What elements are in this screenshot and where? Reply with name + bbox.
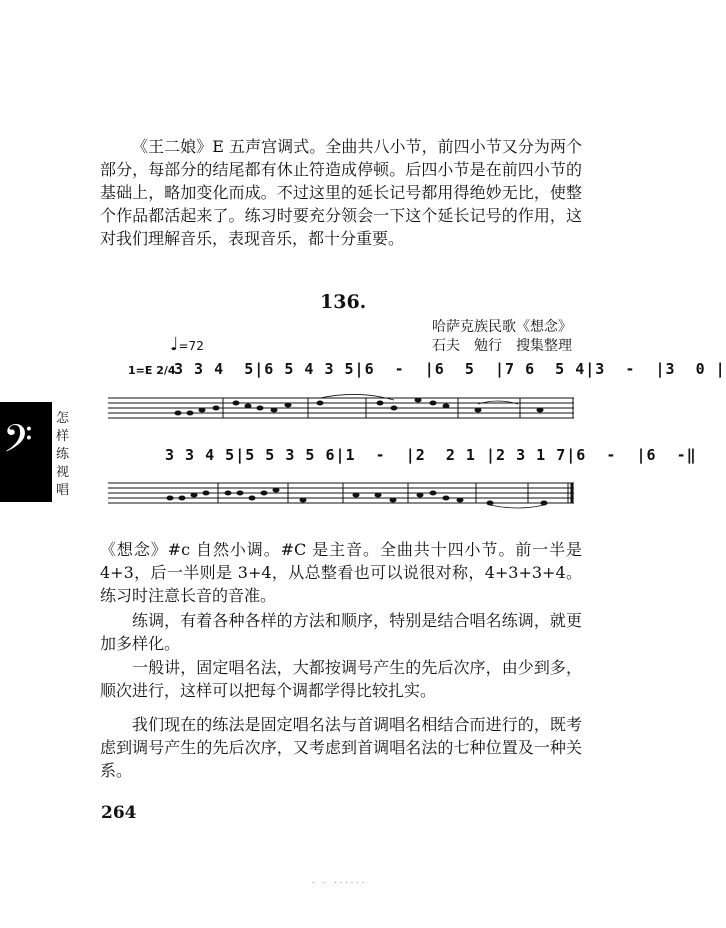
song-credit-collectors: 石夫 勉行 搜集整理 [432,338,572,354]
chapter-char: 练 [56,447,70,462]
example-number: 136. [320,291,367,313]
chapter-char: 怎 [56,411,70,426]
staff-line-2 [108,481,574,505]
paragraph-wang-er-niang: 《王二娘》E 五声宫调式。全曲共八小节，前四小节又分为两个部分，每部分的结尾都有休止符造成停顿。后四小节是在前四小节的基础上，略加变化而成。不过这里的延长记号都用得绝妙无比，使整个作品都活起来了。练习时要充分领会一下这个延长记号的作用，这对我们理解音乐，表现音乐，都十分重要。 [100,137,582,248]
tempo-marking [170,334,204,355]
tempo-value: =72 [178,339,204,353]
quarter-note-icon: ♩ [170,334,179,355]
page-number: 264 [101,803,137,823]
paragraph-fixed-do: 一般讲，固定唱名法，大都按调号产生的先后次序，由少到多，顺次进行，这样可以把每个调都学得比较扎实。 [100,658,582,700]
key-time-signature: 1=E 2/4 [128,364,176,377]
bass-clef-icon: 𝄢 [3,416,33,470]
jianpu-line-2: 3 3 4 5|5 5 3 5 6|1 - |2 2 1 |2 3 1 7|6 - |6 -‖ [165,446,697,464]
scan-artifact: . . ...... [312,876,368,885]
staff-line-1 [108,396,574,420]
jianpu-line-1: 3 3 4 5|6 5 4 3 5|6 - |6 5 |7 6 5 4|3 - |3 0 | [174,360,726,378]
chapter-tab [0,402,52,502]
song-credit-title: 哈萨克族民歌《想念》 [432,319,572,335]
paragraph-practice-methods: 练调，有着各种各样的方法和顺序，特别是结合唱名练调，就更加多样化。 [100,611,582,653]
chapter-char: 样 [56,429,70,444]
paragraph-combined-method: 我们现在的练法是固定唱名法与首调唱名相结合而进行的，既考虑到调号产生的先后次序，又考虑到首调唱名法的七种位置及一种关系。 [100,715,582,780]
chapter-char: 视 [56,465,70,480]
chapter-char: 唱 [56,483,70,498]
chapter-title-vertical [56,410,78,500]
paragraph-xiang-nian: 《想念》#c 自然小调。#C 是主音。全曲共十四小节。前一半是 4+3，后一半则是 3+4，从总整看也可以说很对称，4+3+3+4。练习时注意长音的音准。 [100,540,582,605]
